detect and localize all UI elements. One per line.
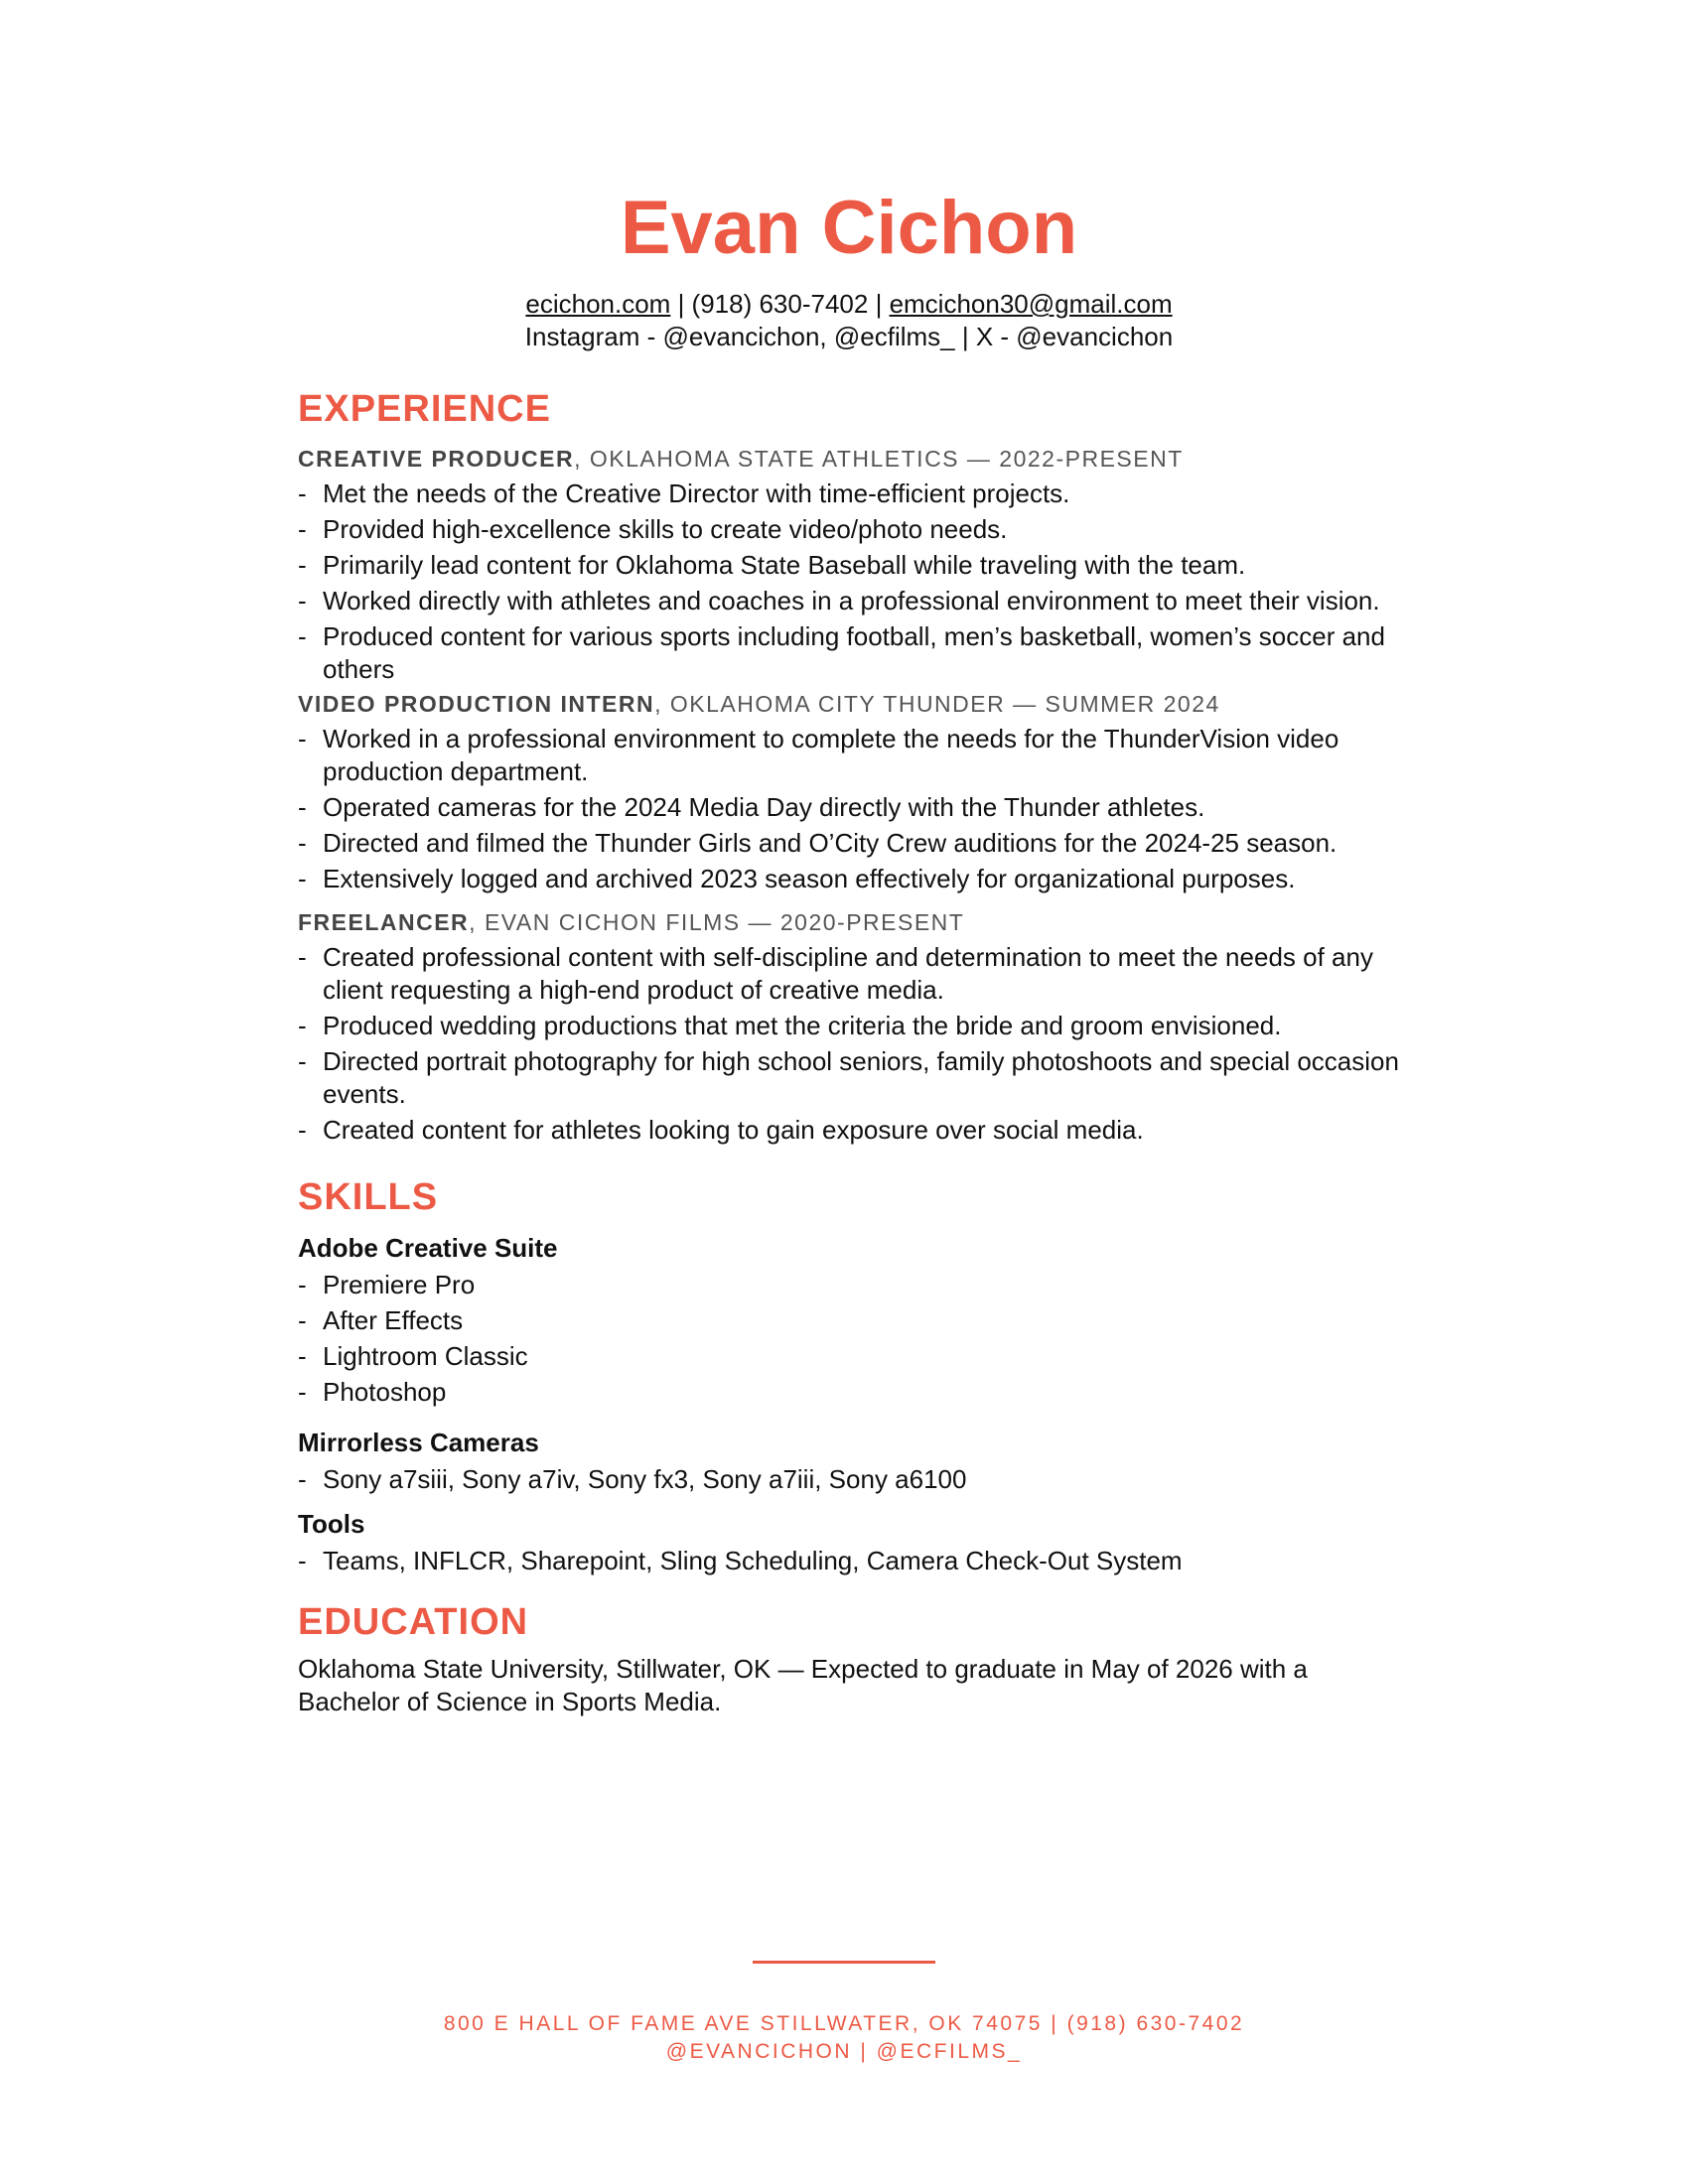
list-item: - Primarily lead content for Oklahoma State Baseball while traveling with the team. — [298, 549, 1400, 582]
resume-page — [298, 184, 1400, 1718]
job-bullets — [298, 478, 1400, 686]
skill-group-heading: Tools — [298, 1509, 365, 1539]
list-item: - Premiere Pro — [298, 1269, 1400, 1301]
skill-group-heading: Adobe Creative Suite — [298, 1233, 558, 1263]
list-item: - Produced wedding productions that met the criteria the bride and groom envisioned. — [298, 1010, 1400, 1042]
experience-heading: EXPERIENCE — [298, 388, 551, 430]
job-entry — [298, 444, 1400, 686]
list-item: - Met the needs of the Creative Director with time-efficient projects. — [298, 478, 1400, 510]
job-entry — [298, 907, 1400, 1147]
job-role: VIDEO PRODUCTION INTERN — [298, 691, 655, 717]
job-detail: , OKLAHOMA CITY THUNDER — SUMMER 2024 — [654, 691, 1220, 717]
job-title — [298, 689, 1400, 719]
skill-group-heading: Mirrorless Cameras — [298, 1428, 539, 1457]
list-item: - Photoshop — [298, 1376, 1400, 1409]
skill-group — [298, 1232, 1400, 1409]
website-link[interactable]: ecichon.com — [525, 289, 671, 319]
list-item: - Worked directly with athletes and coaches in a professional environment to meet their vision. — [298, 585, 1400, 617]
skill-list — [298, 1545, 1400, 1577]
list-item: - Directed portrait photography for high school seniors, family photoshoots and special occasion events. — [298, 1045, 1400, 1111]
contact-line — [298, 288, 1400, 321]
education-text: Oklahoma State University, Stillwater, OK — Expected to graduate in May of 2026 with a Bachelor of Science in Sports Media. — [298, 1654, 1308, 1716]
job-role: CREATIVE PRODUCER — [298, 446, 575, 472]
list-item: - Sony a7siii, Sony a7iv, Sony fx3, Sony a7iii, Sony a6100 — [298, 1463, 1400, 1496]
list-item: - Produced content for various sports including football, men’s basketball, women’s soccer and others — [298, 620, 1400, 686]
list-item: - Created professional content with self-discipline and determination to meet the needs of any client requesting a high-end product of creative media. — [298, 941, 1400, 1007]
list-item: - Directed and filmed the Thunder Girls and O’City Crew auditions for the 2024-25 season. — [298, 827, 1400, 860]
list-item: - Extensively logged and archived 2023 season effectively for organizational purposes. — [298, 863, 1400, 895]
footer — [0, 2010, 1688, 2066]
job-entry — [298, 689, 1400, 895]
contact-separator: | — [670, 289, 692, 319]
list-item: - Provided high-excellence skills to create video/photo needs. — [298, 513, 1400, 546]
list-item: - Worked in a professional environment to complete the needs for the ThunderVision video production department. — [298, 723, 1400, 788]
job-title — [298, 907, 1400, 937]
contact-block — [298, 288, 1400, 353]
job-detail: , OKLAHOMA STATE ATHLETICS — 2022-PRESENT — [574, 446, 1184, 472]
phone-number: (918) 630-7402 — [691, 289, 869, 319]
email-link[interactable]: emcichon30@gmail.com — [889, 289, 1173, 319]
skills-heading: SKILLS — [298, 1176, 439, 1218]
education-heading: EDUCATION — [298, 1601, 529, 1643]
social-line: Instagram - @evancichon, @ecfilms_ | X - @evancichon — [524, 322, 1174, 351]
job-bullets — [298, 941, 1400, 1147]
footer-social: @EVANCICHON | @ECFILMS_ — [665, 2040, 1023, 2063]
skill-group — [298, 1427, 1400, 1496]
list-item: - Lightroom Classic — [298, 1340, 1400, 1373]
education-section — [298, 1599, 1400, 1718]
skills-section — [298, 1174, 1400, 1577]
candidate-name: Evan Cichon — [620, 186, 1078, 270]
skill-group — [298, 1508, 1400, 1577]
footer-divider — [753, 1961, 935, 1964]
list-item: - Operated cameras for the 2024 Media Day directly with the Thunder athletes. — [298, 791, 1400, 824]
job-title — [298, 444, 1400, 474]
list-item: - Teams, INFLCR, Sharepoint, Sling Scheduling, Camera Check-Out System — [298, 1545, 1400, 1577]
list-item: - After Effects — [298, 1304, 1400, 1337]
job-bullets — [298, 723, 1400, 895]
list-item: - Created content for athletes looking to gain exposure over social media. — [298, 1114, 1400, 1147]
footer-address: 800 E HALL OF FAME AVE STILLWATER, OK 74075 | (918) 630-7402 — [443, 2012, 1245, 2035]
skill-list — [298, 1269, 1400, 1409]
skill-list — [298, 1463, 1400, 1496]
job-detail: , EVAN CICHON FILMS — 2020-PRESENT — [469, 909, 965, 935]
contact-separator: | — [868, 289, 890, 319]
experience-section — [298, 386, 1400, 1147]
job-role: FREELANCER — [298, 909, 470, 935]
